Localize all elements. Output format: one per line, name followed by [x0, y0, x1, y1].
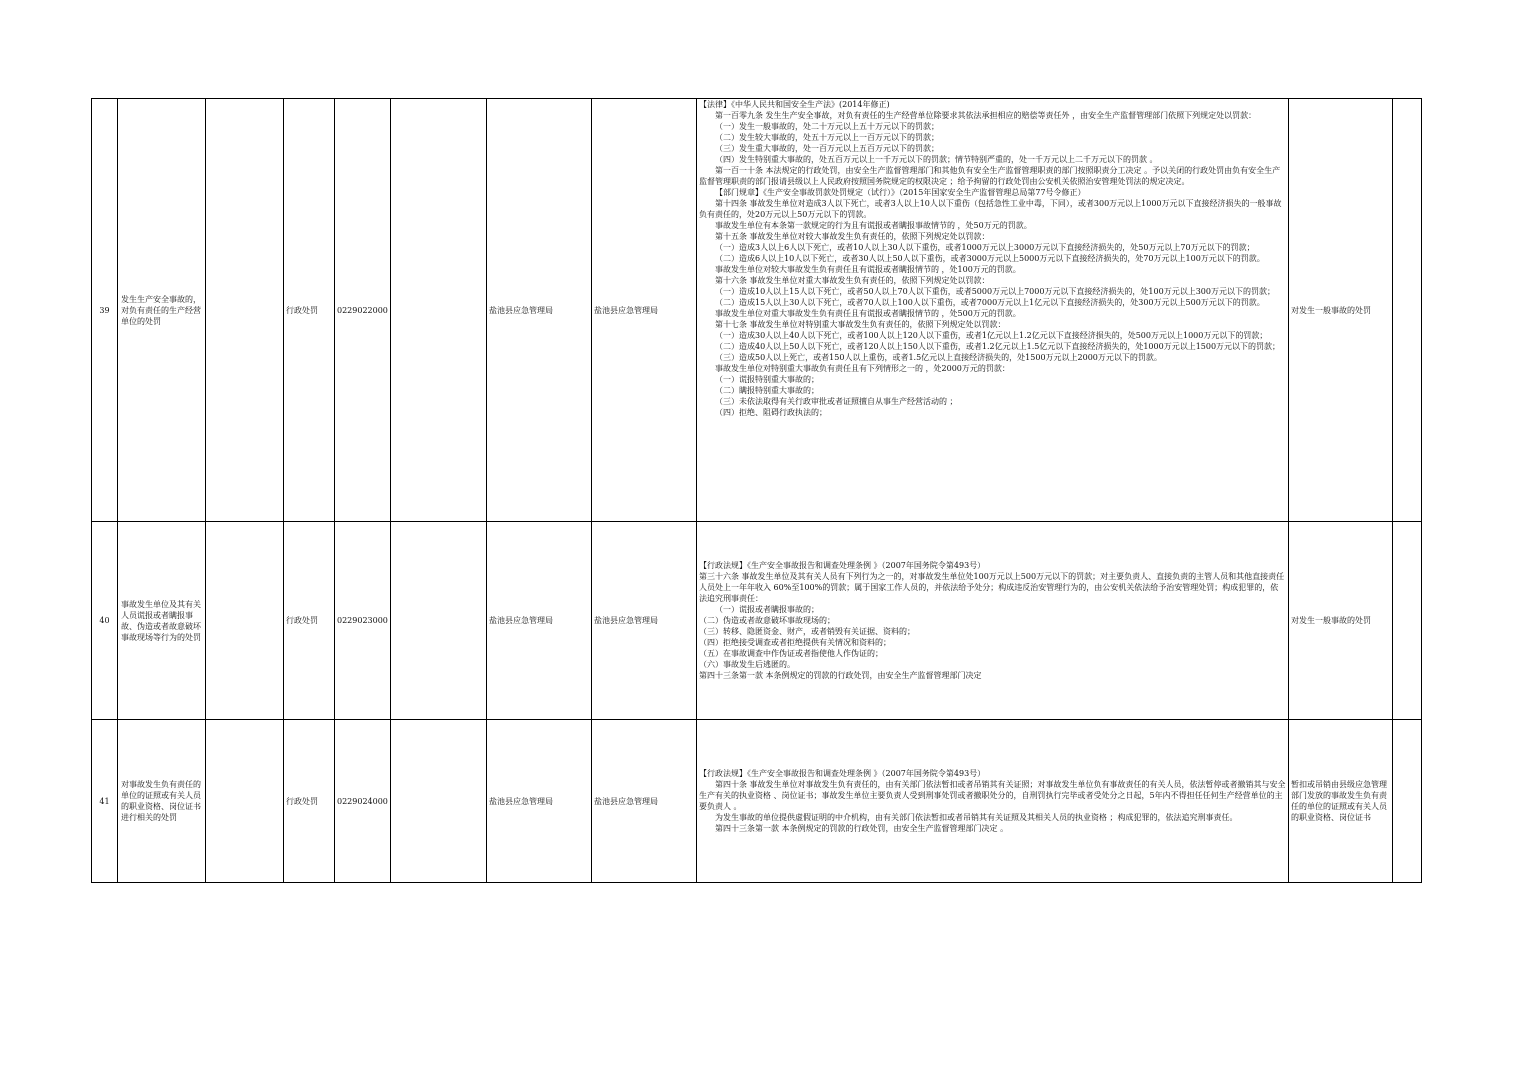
basis-paragraph: （五）在事故调查中作伪证或者指使他人作伪证的； — [699, 649, 883, 658]
basis-paragraph: （二）造成40人以上50人以下死亡，或者120人以上150人以下重伤，或者1.2亿元以上1.5亿元以下直接经济损失的，处1000万元以上1500万元以下的罚款； — [715, 342, 1281, 351]
basis-paragraph: 第十四条 事故发生单位对造成3人以下死亡，或者3人以上10人以下重伤（包括急性工业中毒，下同），或者300万元以上1000万元以下直接经济损失的一般事故负有责任的，处20万元以上50万元以下的罚款。 — [699, 199, 1282, 219]
basis-paragraph: （一）造成10人以上15人以下死亡，或者50人以上70人以下重伤，或者5000万元以上7000万元以下直接经济损失的，处100万元以上300万元以下的罚款； — [715, 287, 1275, 296]
remark: 暂扣或吊销由县级应急管理部门发放的事故发生负有责任的单位的证照或有关人员的职业资格、岗位证书 — [1289, 720, 1393, 883]
basis-paragraph: （二）造成15人以上30人以下死亡，或者70人以上100人以下重伤，或者7000万元以上1亿元以下直接经济损失的，处300万元以上500万元以下的罚款。 — [715, 298, 1265, 307]
basis-paragraph: （四）拒绝接受调查或者拒绝提供有关情况和资料的； — [699, 638, 891, 647]
basis-paragraph: 【行政法规】《生产安全事故报告和调查处理条例 》（2007年国务院令第493号） — [699, 561, 986, 570]
basis-paragraph: 事故发生单位有本条第一款规定的行为且有谎报或者瞒报事故情节的 ，处50万元的罚款。 — [715, 221, 1032, 230]
row-number: 39 — [92, 99, 118, 522]
basis-paragraph: 第四十三条第一款 本条例规定的罚款的行政处罚，由安全生产监督管理部门决定 。 — [715, 824, 1009, 833]
item-type: 行政处罚 — [284, 720, 335, 883]
power-list-table — [91, 98, 1422, 883]
basis-paragraph: （一）造成30人以上40人以下死亡，或者100人以上120人以下重伤，或者1亿元以上1.2亿元以下直接经济损失的，处500万元以上1000万元以下的罚款； — [715, 331, 1268, 340]
basis-paragraph: （二）伪造或者故意破坏事故现场的； — [699, 616, 835, 625]
basis-paragraph: 【行政法规】《生产安全事故报告和调查处理条例 》（2007年国务院令第493号） — [699, 769, 986, 778]
legal-basis — [697, 720, 1289, 883]
responsible-dept: 盐池县应急管理局 — [592, 720, 697, 883]
basis-paragraph: （三）转移、隐匿资金、财产，或者销毁有关证据、资料的； — [699, 627, 915, 636]
basis-paragraph: 第四十条 事故发生单位对事故发生负有责任的，由有关部门依法暂扣或者吊销其有关证照；对事故发生单位负有事故责任的有关人员，依法暂停或者撤销其与安全生产有关的执业资格 、岗位证书；事故发生单位主要负责人受到刑事处罚或者撤职处分的，自刑罚执行完毕或者受处分之日起，5年内不得担任任何生产经营单位的主要负责人 。 — [699, 780, 1286, 811]
blank-cell — [391, 720, 487, 883]
blank-cell — [1393, 522, 1422, 720]
row-number: 41 — [92, 720, 118, 883]
basis-paragraph: （二）造成6人以上10人以下死亡，或者30人以上50人以下重伤，或者3000万元以上5000万元以下直接经济损失的，处70万元以上100万元以下的罚款。 — [715, 254, 1265, 263]
basis-paragraph: （一）造成3人以上6人以下死亡，或者10人以上30人以下重伤，或者1000万元以上3000万元以下直接经济损失的，处50万元以上70万元以下的罚款； — [715, 243, 1255, 252]
basis-paragraph: 第四十三条第一款 本条例规定的罚款的行政处罚，由安全生产监督管理部门决定 — [699, 671, 982, 680]
blank-cell — [391, 99, 487, 522]
basis-paragraph: 第三十六条 事故发生单位及其有关人员有下列行为之一的，对事故发生单位处100万元以上500万元以下的罚款；对主要负责人、直接负责的主管人员和其他直接责任人员处上一年年收入 60%至100%的罚款；属于国家工作人员的，并依法给予处分；构成违反治安管理行为的，由公安机关依法给予治安管理处罚；构成犯罪的，依法追究刑事责任： — [699, 572, 1285, 603]
basis-paragraph: （六）事故发生后逃匿的。 — [699, 660, 795, 669]
item-code: 0229022000 — [335, 99, 391, 522]
legal-basis — [697, 99, 1289, 522]
remark: 对发生一般事故的处罚 — [1289, 522, 1393, 720]
item-name: 事故发生单位及其有关人员谎报或者瞒报事故、伪造或者故意破坏事故现场等行为的处罚 — [118, 522, 206, 720]
blank-cell — [206, 99, 284, 522]
table-row — [92, 720, 1422, 883]
blank-cell — [1393, 99, 1422, 522]
basis-paragraph: 【法律】《中华人民共和国安全生产法》(2014年修正) — [699, 100, 890, 109]
basis-paragraph: 第十五条 事故发生单位对较大事故发生负有责任的，依照下列规定处以罚款： — [715, 232, 990, 241]
blank-cell — [206, 522, 284, 720]
basis-paragraph: 事故发生单位对重大事故发生负有责任且有谎报或者瞒报情节的 ，处500万元的罚款。 — [715, 309, 1021, 318]
basis-paragraph: （二）瞒报特别重大事故的； — [715, 386, 819, 395]
item-name: 对事故发生负有责任的单位的证照或有关人员的职业资格、岗位证书进行相关的处罚 — [118, 720, 206, 883]
basis-paragraph: （三）未依法取得有关行政审批或者证照擅自从事生产经营活动的 ； — [715, 397, 958, 406]
responsible-dept: 盐池县应急管理局 — [592, 99, 697, 522]
responsible-dept: 盐池县应急管理局 — [592, 522, 697, 720]
implementing-dept: 盐池县应急管理局 — [487, 720, 592, 883]
implementing-dept: 盐池县应急管理局 — [487, 99, 592, 522]
basis-paragraph: （二）发生较大事故的，处五十万元以上一百万元以下的罚款； — [715, 133, 939, 142]
basis-paragraph: （四）发生特别重大事故的，处五百万元以上一千万元以下的罚款；情节特别严重的，处一千万元以上二千万元以下的罚款 。 — [715, 155, 1158, 164]
basis-paragraph: 第一百零九条 发生生产安全事故，对负有责任的生产经营单位除要求其依法承担相应的赔偿等责任外 ，由安全生产监督管理部门依照下列规定处以罚款： — [715, 111, 1257, 120]
blank-cell — [1393, 720, 1422, 883]
item-name: 发生生产安全事故的，对负有责任的生产经营单位的处罚 — [118, 99, 206, 522]
remark: 对发生一般事故的处罚 — [1289, 99, 1393, 522]
basis-paragraph: （一）发生一般事故的，处二十万元以上五十万元以下的罚款； — [715, 122, 939, 131]
item-type: 行政处罚 — [284, 522, 335, 720]
item-code: 0229023000 — [335, 522, 391, 720]
basis-paragraph: 第十六条 事故发生单位对重大事故发生负有责任的，依照下列规定处以罚款： — [715, 276, 990, 285]
blank-cell — [206, 720, 284, 883]
row-number: 40 — [92, 522, 118, 720]
basis-paragraph: （一）谎报特别重大事故的； — [715, 375, 819, 384]
basis-paragraph: 第十七条 事故发生单位对特别重大事故发生负有责任的，依照下列规定处以罚款： — [715, 320, 1006, 329]
blank-cell — [391, 522, 487, 720]
basis-paragraph: 为发生事故的单位提供虚假证明的中介机构，由有关部门依法暂扣或者吊销其有关证照及其相关人员的执业资格 ；构成犯罪的，依法追究刑事责任。 — [715, 813, 1238, 822]
item-code: 0229024000 — [335, 720, 391, 883]
basis-paragraph: 事故发生单位对特别重大事故负有责任且有下列情形之一的 ，处2000万元的罚款： — [715, 364, 1010, 373]
legal-basis — [697, 522, 1289, 720]
basis-paragraph: （三）造成50人以上死亡，或者150人以上重伤，或者1.5亿元以上直接经济损失的，处1500万元以上2000万元以下的罚款。 — [715, 353, 1162, 362]
implementing-dept: 盐池县应急管理局 — [487, 522, 592, 720]
table-row — [92, 99, 1422, 522]
basis-paragraph: （一）谎报或者瞒报事故的； — [715, 605, 819, 614]
basis-paragraph: 第一百一十条 本法规定的行政处罚，由安全生产监督管理部门和其他负有安全生产监督管理职责的部门按照职责分工决定 。予以关闭的行政处罚由负有安全生产监督管理职责的部门报请县级以上人民政府按照国务院规定的权限决定 ；给予拘留的行政处罚由公安机关依照治安管理处罚法的规定决定。 — [699, 166, 1281, 186]
basis-paragraph: 事故发生单位对较大事故发生负有责任且有谎报或者瞒报情节的 ，处100万元的罚款。 — [715, 265, 1021, 274]
item-type: 行政处罚 — [284, 99, 335, 522]
basis-paragraph: （三）发生重大事故的，处一百万元以上五百万元以下的罚款； — [715, 144, 939, 153]
basis-paragraph: （四）拒绝、阻碍行政执法的； — [715, 408, 827, 417]
basis-paragraph: 【部门规章】《生产安全事故罚款处罚规定（试行）》（2015年国家安全生产监督管理总局第77号令修正） — [715, 188, 1086, 197]
table-row — [92, 522, 1422, 720]
